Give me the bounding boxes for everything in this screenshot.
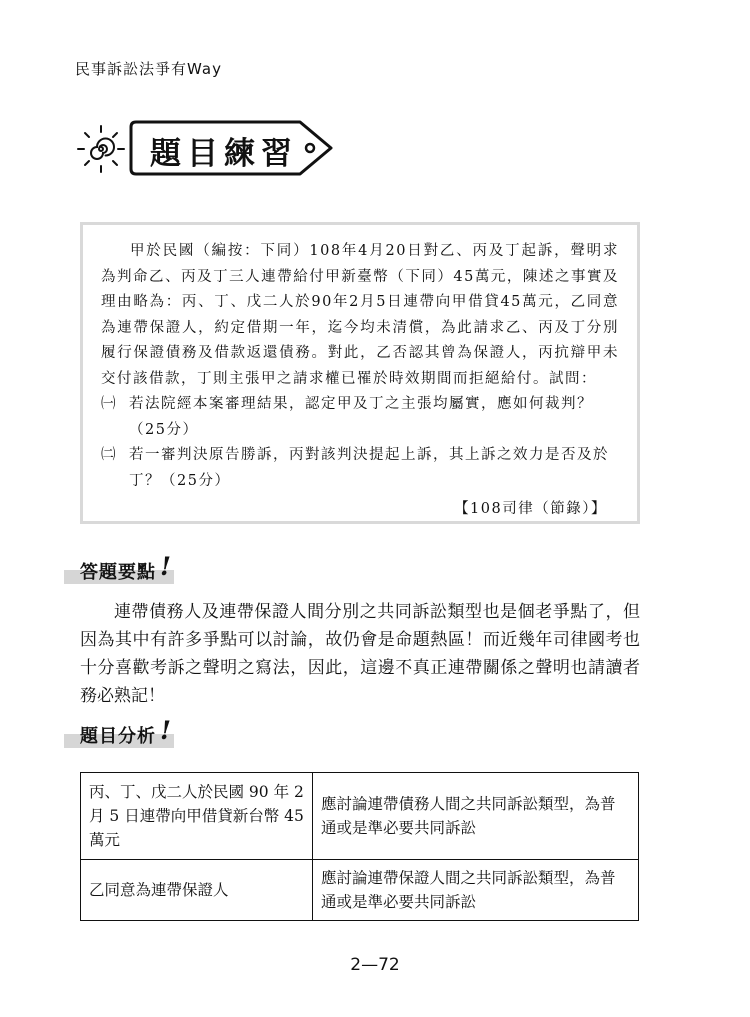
question-item	[101, 392, 619, 443]
key-points-heading	[64, 552, 174, 584]
question-source: 【108司律（節錄）】	[454, 501, 607, 517]
question-box	[80, 222, 640, 524]
key-points-label: 答題要點	[80, 562, 156, 583]
page-number: 2—72	[350, 955, 400, 975]
question-paragraph: 甲於民國（編按：下同）108年4月20日對乙、丙及丁起訴，聲明求為判命乙、丙及丁三人連帶給付甲新臺幣（下同）45萬元，陳述之事實及理由略為：丙、丁、戊二人於90年2月5日連帶向甲借貸45萬元，乙同意為連帶保證人，約定借期一年，迄今均未清償，為此請求乙、丙及丁分別履行保證債務及借款返還債務。對此，乙否認其曾為保證人，丙抗辯甲未交付該借款，丁則主張甲之請求權已罹於時效期間而拒絕給付。試問：	[101, 243, 619, 387]
exclamation-mark: !	[160, 716, 171, 745]
fact-cell: 乙同意為連帶保證人	[81, 860, 313, 921]
book-title-header: 民事訴訟法爭有Way	[75, 60, 222, 78]
key-points-text: 連帶債務人及連帶保證人間分別之共同訴訟類型也是個老爭點了，但因為其中有許多爭點可以討論，故仍會是命題熱區！而近幾年司律國考也十分喜歡考訴之聲明之寫法，因此，這邊不真正連帶關係之聲明也請讀者務必熟記！	[80, 602, 640, 706]
exercise-title: 題目練習	[150, 136, 298, 172]
issue-cell: 應討論連帶債務人間之共同訴訟類型，為普通或是準必要共同訴訟	[313, 773, 639, 860]
analysis-label: 題目分析	[80, 726, 156, 747]
question-item-number: ㈡	[101, 447, 117, 463]
analysis-heading	[64, 716, 174, 748]
fact-cell: 丙、丁、戊二人於民國 90 年 2 月 5 日連帶向甲借貸新台幣 45 萬元	[81, 773, 313, 860]
exercise-title-badge	[128, 118, 334, 178]
question-item-text: 若一審判決原告勝訴，丙對該判決提起上訴，其上訴之效力是否及於丁？（25分）	[129, 447, 609, 489]
question-item-text: 若法院經本案審理結果，認定甲及丁之主張均屬實，應如何裁判？（25分）	[129, 396, 593, 438]
table-row	[81, 860, 639, 921]
question-item	[101, 443, 619, 494]
analysis-table	[80, 772, 639, 921]
question-item-number: ㈠	[101, 396, 117, 412]
table-row	[81, 773, 639, 860]
sun-spiral-icon	[74, 122, 128, 176]
exclamation-mark: !	[160, 552, 171, 581]
issue-cell: 應討論連帶保證人間之共同訴訟類型，為普通或是準必要共同訴訟	[313, 860, 639, 921]
